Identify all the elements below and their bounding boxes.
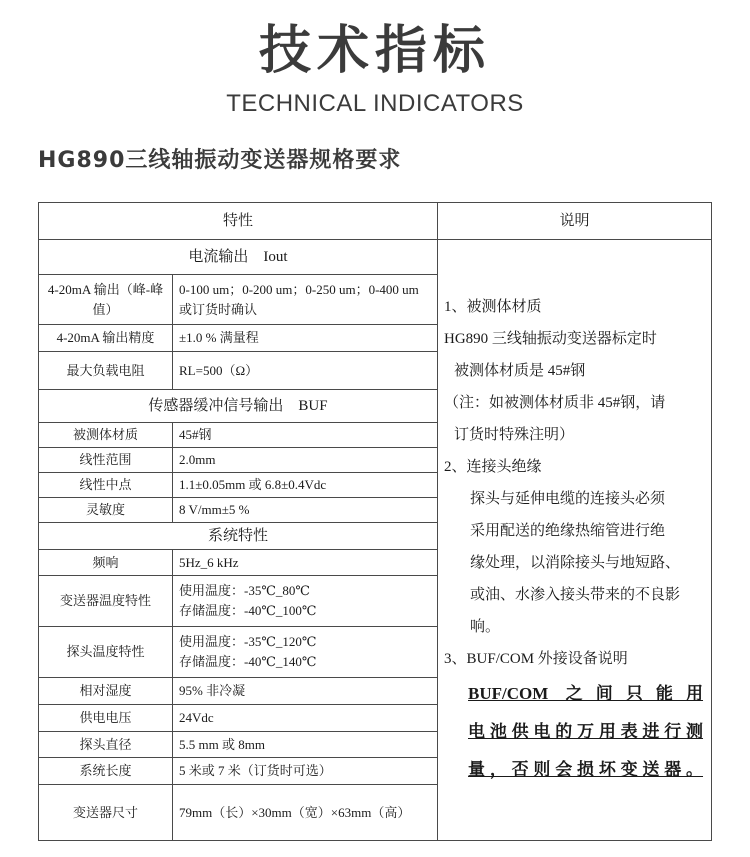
spec-value: 95% 非冷凝 (173, 678, 438, 705)
explain-line: HG890 三线轴振动变送器标定时 (444, 331, 657, 347)
spec-value: 5 米或 7 米（订货时可选） (173, 758, 438, 785)
page-title: 技术指标 (258, 21, 491, 81)
spec-label: 最大负载电阻 (39, 352, 173, 390)
spec-label: 频响 (39, 550, 173, 576)
spec-value: 24Vdc (173, 705, 438, 732)
spec-value: 5.5 mm 或 8mm (173, 732, 438, 758)
warning-line: 量，否则会损坏变送器。 (468, 760, 704, 779)
spec-label: 线性范围 (39, 448, 173, 473)
spec-value (173, 627, 438, 678)
spec-label: 探头温度特性 (39, 627, 173, 678)
spec-value: 8 V/mm±5 % (173, 498, 438, 523)
section-buffer-output: 传感器缓冲信号输出 BUF (39, 390, 438, 423)
spec-label: 系统长度 (39, 758, 173, 785)
spec-label: 变送器尺寸 (39, 785, 173, 841)
spec-value: RL=500（Ω） (173, 352, 438, 390)
explanation-cell (438, 240, 712, 841)
spec-value: 5Hz_6 kHz (173, 550, 438, 576)
spec-value: ±1.0 % 满量程 (173, 325, 438, 352)
spec-table (38, 202, 712, 841)
spec-value: 79mm（长）×30mm（宽）×63mm（高） (173, 785, 438, 841)
spec-label: 探头直径 (39, 732, 173, 758)
warning-line: BUF/COM 之间只能用 (468, 684, 704, 703)
spec-label: 相对湿度 (39, 678, 173, 705)
explain-line: 探头与延伸电缆的连接头必须 (470, 491, 666, 507)
spec-value-line: 存储温度：-40℃_140℃ (179, 654, 317, 669)
spec-label: 供电电压 (39, 705, 173, 732)
explain-line: 3、BUF/COM 外接设备说明 (444, 651, 628, 667)
spec-label: 4-20mA 输出精度 (39, 325, 173, 352)
spec-label: 灵敏度 (39, 498, 173, 523)
explain-line: （注：如被测体材质非 45#钢，请 (444, 395, 666, 411)
explain-line: 被测体材质是 45#钢 (454, 363, 586, 379)
spec-value-line: 使用温度：-35℃_80℃ (179, 583, 310, 598)
explain-line: 响。 (470, 619, 501, 635)
explain-line: 缘处理，以消除接头与地短路、 (470, 555, 681, 571)
section-current-output: 电流输出 Iout (39, 240, 438, 275)
section-system: 系统特性 (39, 523, 438, 550)
explain-line: 采用配送的绝缘热缩管进行绝 (470, 523, 666, 539)
page-subtitle: TECHNICAL INDICATORS (226, 90, 524, 117)
spec-value: 2.0mm (173, 448, 438, 473)
spec-value: 1.1±0.05mm 或 6.8±0.4Vdc (173, 473, 438, 498)
spec-label: 4-20mA 输出（峰-峰值） (39, 275, 173, 325)
section-row (39, 240, 712, 275)
spec-title: HG890三线轴振动变送器规格要求 (38, 148, 402, 173)
warning-line: 电池供电的万用表进行测 (468, 722, 704, 741)
col-header-features: 特性 (39, 203, 438, 240)
spec-label: 线性中点 (39, 473, 173, 498)
col-header-explain: 说明 (438, 203, 712, 240)
explain-line: 或油、水渗入接头带来的不良影 (470, 587, 681, 603)
explain-line: 2、连接头绝缘 (444, 459, 542, 475)
spec-value-line: 使用温度：-35℃_120℃ (179, 634, 317, 649)
table-header-row (39, 203, 712, 240)
spec-label: 变送器温度特性 (39, 576, 173, 627)
explain-line: 订货时特殊注明） (454, 427, 575, 443)
spec-label: 被测体材质 (39, 423, 173, 448)
spec-value-line: 存储温度：-40℃_100℃ (179, 603, 317, 618)
spec-value: 0-100 um；0-200 um；0-250 um；0-400 um或订货时确认 (173, 275, 438, 325)
explain-line: 1、被测体材质 (444, 299, 542, 315)
spec-value (173, 576, 438, 627)
spec-value: 45#钢 (173, 423, 438, 448)
